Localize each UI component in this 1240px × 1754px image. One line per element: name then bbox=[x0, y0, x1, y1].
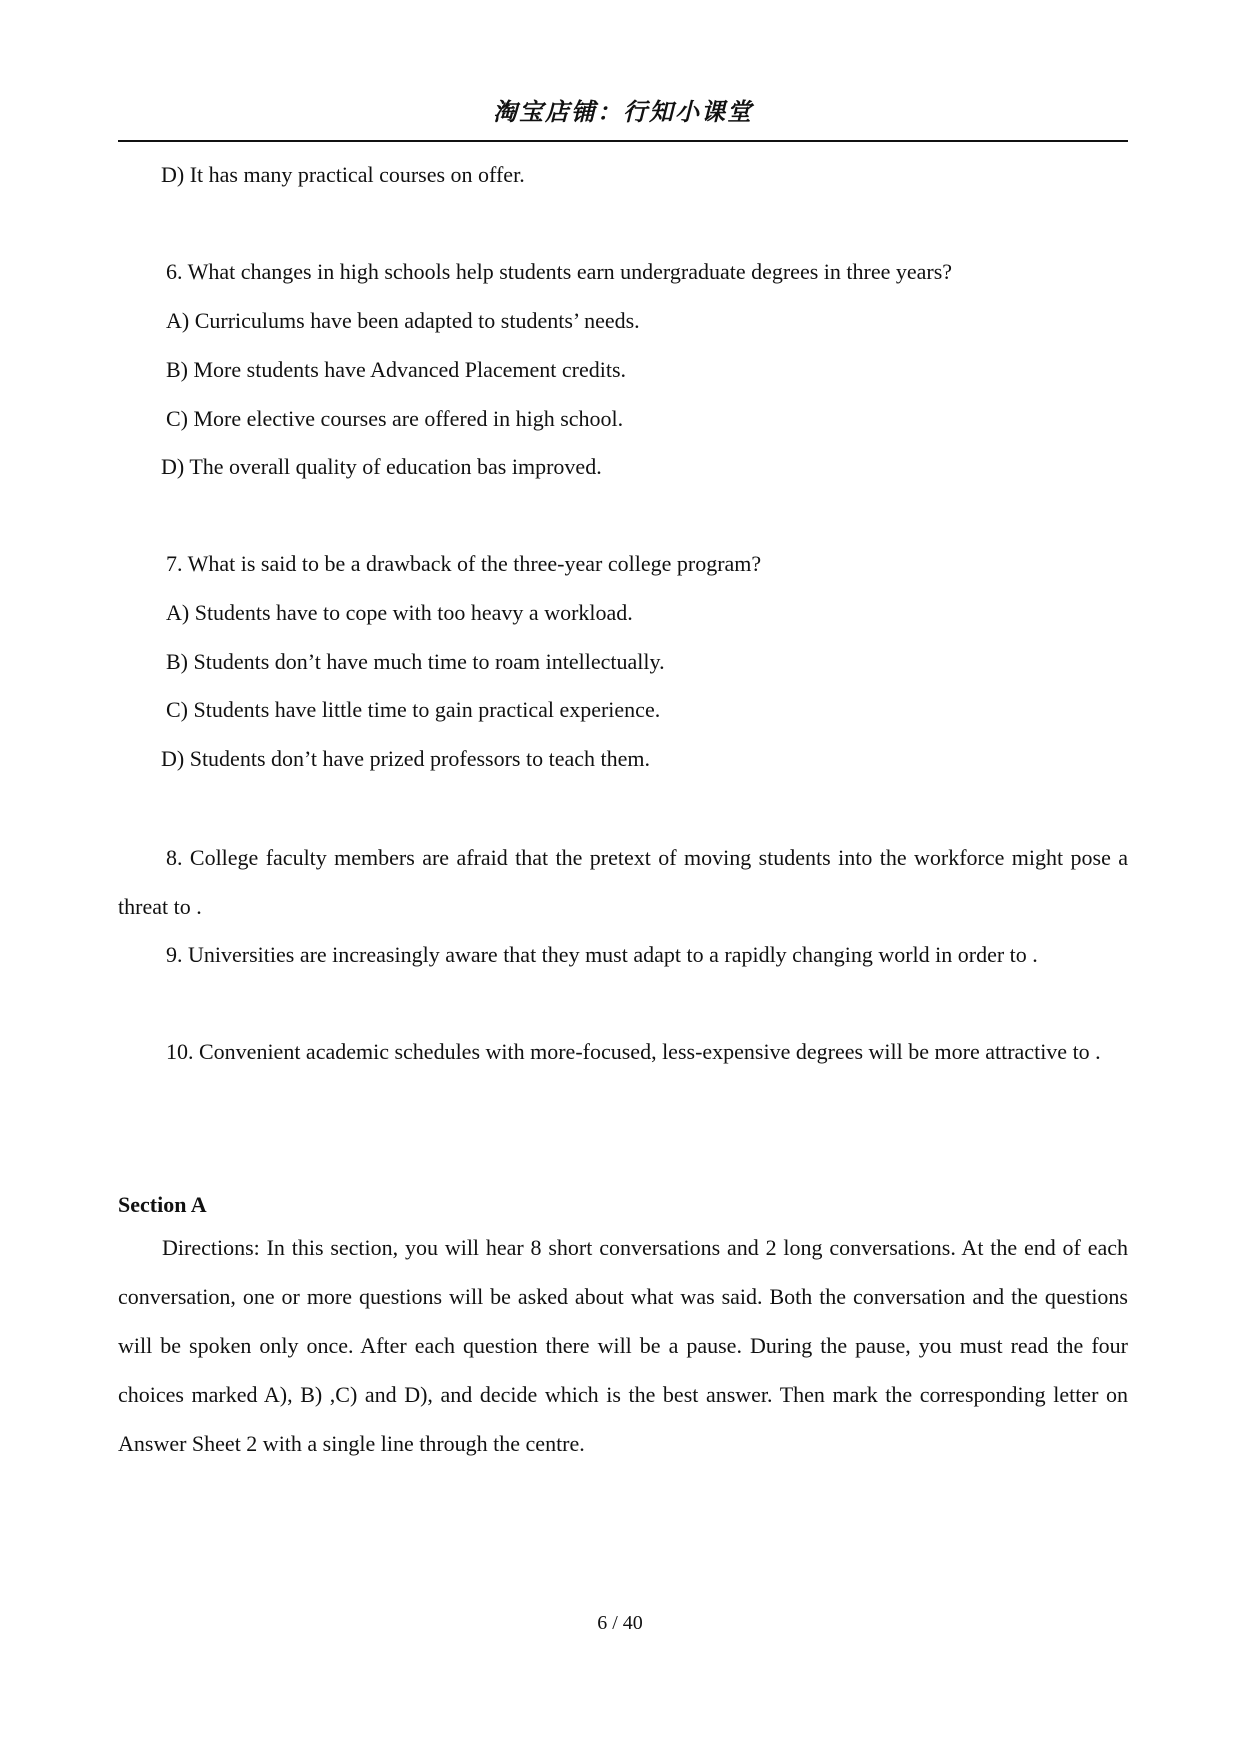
q7-option-a: A) Students have to cope with too heavy a workload. bbox=[166, 600, 633, 625]
q6-option-b: B) More students have Advanced Placement credits. bbox=[166, 357, 627, 382]
q6-option-a: A) Curriculums have been adapted to students’ needs. bbox=[166, 308, 640, 333]
q6-option-d: D) The overall quality of education bas improved. bbox=[161, 454, 602, 479]
q5-option-d: D) It has many practical courses on offer. bbox=[161, 162, 525, 187]
q7-option-d: D) Students don’t have prized professors to teach them. bbox=[161, 746, 650, 771]
q6-option-c: C) More elective courses are offered in high school. bbox=[166, 406, 624, 431]
page-number: 6 / 40 bbox=[597, 1612, 643, 1634]
q9-question: 9. Universities are increasingly aware that they must adapt to a rapidly changing world in order to . bbox=[166, 942, 1038, 967]
q7-question: 7. What is said to be a drawback of the three-year college program? bbox=[166, 551, 762, 576]
section-title: Section A bbox=[118, 1192, 207, 1217]
section-directions: Directions: In this section, you will hear 8 short conversations and 2 long conversations. At the end of each conversation, one or more questions will be asked about what was said. Both the conversation and the questions will be spoken only once. After each question there will be a pause. During the pause, you must read the four choices marked A), B) ,C) and D), and decide which is the best answer. Then mark the corresponding letter on Answer Sheet 2 with a single line through the centre. bbox=[118, 1235, 1128, 1456]
q8-question: 8. College faculty members are afraid that the pretext of moving students into the workforce might pose a threat to . bbox=[118, 845, 1128, 919]
q10-question: 10. Convenient academic schedules with more-focused, less-expensive degrees will be more attractive to . bbox=[166, 1039, 1101, 1064]
header-divider bbox=[118, 140, 1128, 142]
q7-option-c: C) Students have little time to gain practical experience. bbox=[166, 697, 661, 722]
q6-question: 6. What changes in high schools help students earn undergraduate degrees in three years? bbox=[166, 259, 953, 284]
q7-option-b: B) Students don’t have much time to roam intellectually. bbox=[166, 649, 665, 674]
page-header-title: 淘宝店铺：行知小课堂 bbox=[493, 98, 753, 126]
